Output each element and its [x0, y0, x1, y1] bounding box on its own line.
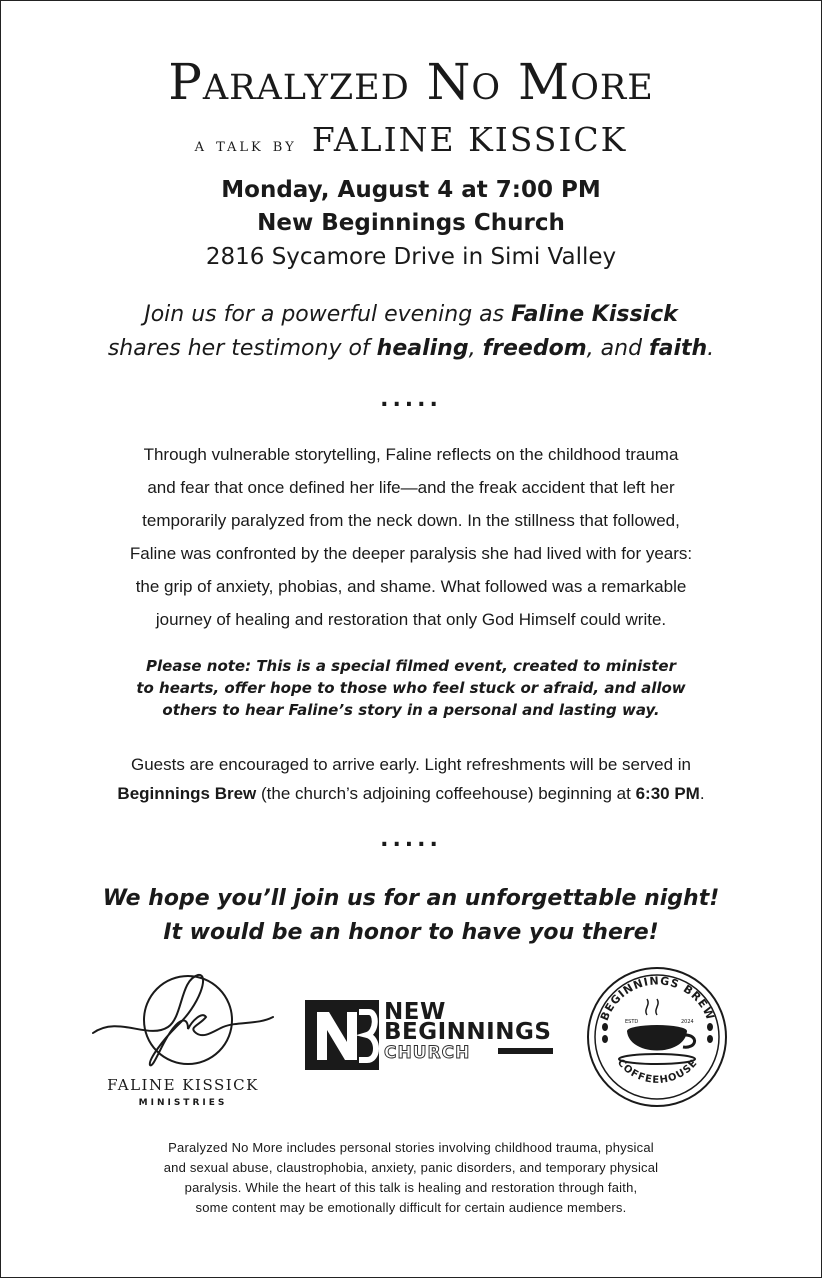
- guests-line-1: Guests are encouraged to arrive early. Light refreshments will be served in: [130, 755, 691, 774]
- dot-divider: .....: [380, 827, 442, 852]
- beginnings-brew-coffeehouse-logo: [585, 965, 730, 1110]
- intro-end: .: [707, 336, 715, 361]
- dot-divider: .....: [380, 387, 442, 412]
- disclaimer-line: paralysis. While the heart of this talk is healing and restoration through faith,: [184, 1180, 638, 1195]
- fk-logo-sub: MINISTRIES: [138, 1098, 228, 1108]
- body-line: temporarily paralyzed from the neck down. In the stillness that followed,: [142, 511, 680, 530]
- fk-logo-name: FALINE KISSICK: [107, 1076, 259, 1094]
- closing-line-2: It would be an honor to have you there!: [163, 920, 659, 945]
- intro-line-2: [0, 332, 822, 366]
- body-line: Through vulnerable storytelling, Faline reflects on the childhood trauma: [143, 445, 679, 464]
- disclaimer-line: Paralyzed No More includes personal stories involving childhood trauma, physical: [168, 1140, 654, 1155]
- event-venue: New Beginnings Church: [257, 210, 565, 236]
- closing-message: [0, 882, 822, 950]
- bb-logo-top-text: BEGINNINGS BREW: [597, 974, 718, 1023]
- intro-speaker: Faline Kissick: [511, 302, 678, 327]
- nb-logo-church: CHURCH: [384, 1043, 471, 1063]
- intro-text: Join us for a powerful evening as: [144, 302, 512, 327]
- bb-logo-estd: ESTD: [625, 1019, 639, 1025]
- speaker-name: FALINE KISSICK: [311, 120, 628, 159]
- note-line: others to hear Faline’s story in a personal and lasting way.: [162, 701, 660, 719]
- guests-end: .: [699, 784, 705, 803]
- guests-text: (the church’s adjoining coffeehouse) beginning at: [256, 784, 636, 803]
- intro-paragraph: [0, 298, 822, 366]
- event-date-time: Monday, August 4 at 7:00 PM: [221, 177, 601, 203]
- intro-word-faith: faith: [649, 336, 708, 361]
- content-disclaimer: [80, 1138, 742, 1218]
- bb-logo-year: 2024: [681, 1019, 694, 1025]
- intro-line-1: [0, 298, 822, 332]
- bb-logo-bottom-text: COFFEEHOUSE: [614, 1057, 701, 1086]
- refreshment-time: 6:30 PM: [635, 784, 700, 803]
- event-subtitle: [0, 120, 822, 166]
- body-line: Faline was confronted by the deeper paralysis she had lived with for years:: [129, 544, 693, 563]
- disclaimer-line: some content may be emotionally difficult for certain audience members.: [195, 1200, 627, 1215]
- subtitle-prefix: a talk by: [194, 134, 297, 156]
- body-line: journey of healing and restoration that only God Himself could write.: [155, 610, 667, 629]
- filmed-event-note: [90, 655, 732, 721]
- guests-paragraph: [50, 750, 772, 808]
- coffeehouse-name: Beginnings Brew: [117, 784, 257, 803]
- nb-logo-new: NEW: [384, 999, 446, 1025]
- intro-text: shares her testimony of: [107, 336, 377, 361]
- body-line: and fear that once defined her life—and the freak accident that left her: [147, 478, 675, 497]
- note-line: Please note: This is a special filmed event, created to minister: [146, 657, 676, 675]
- note-line: to hearts, offer hope to those who feel stuck or afraid, and allow: [136, 679, 686, 697]
- body-paragraph: [60, 438, 762, 636]
- intro-sep: ,: [468, 336, 483, 361]
- nb-logo-beginnings: BEGINNINGS: [384, 1019, 552, 1045]
- intro-word-freedom: freedom: [482, 336, 587, 361]
- event-address: 2816 Sycamore Drive in Simi Valley: [205, 244, 617, 270]
- guests-line-2: [50, 779, 772, 808]
- body-line: the grip of anxiety, phobias, and shame. What followed was a remarkable: [135, 577, 687, 596]
- intro-sep: , and: [586, 336, 650, 361]
- closing-line-1: We hope you’ll join us for an unforgettable night!: [102, 886, 720, 911]
- disclaimer-line: and sexual abuse, claustrophobia, anxiety, panic disorders, and temporary physical: [163, 1160, 659, 1175]
- event-title: Paralyzed No More: [168, 53, 654, 111]
- intro-word-healing: healing: [376, 336, 469, 361]
